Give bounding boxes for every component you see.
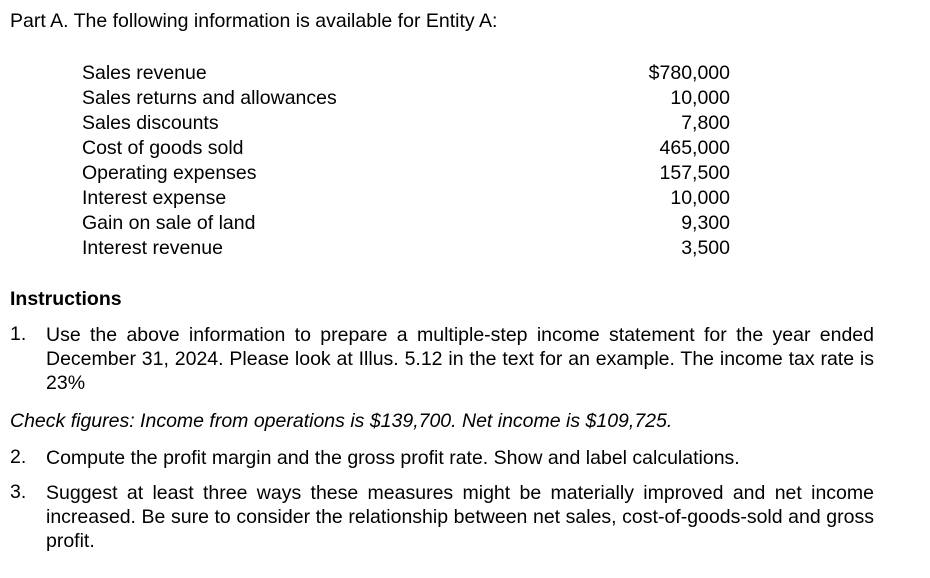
item-label-sales-discounts: Sales discounts bbox=[82, 112, 219, 134]
item-amount-sales-revenue: $780,000 bbox=[648, 62, 730, 84]
item-label-cogs: Cost of goods sold bbox=[82, 137, 244, 159]
step-2-number: 2. bbox=[10, 446, 27, 468]
step-3-text: Suggest at least three ways these measures might be materially improved and net income increased. Be sure to consider the relationship between net sales, cost-of-goods-sold and gross profit. bbox=[46, 482, 874, 552]
item-amount-operating-expenses: 157,500 bbox=[659, 162, 730, 184]
step-1-number: 1. bbox=[10, 323, 27, 345]
item-amount-gain-on-land: 9,300 bbox=[681, 212, 730, 234]
step-1-text: Use the above information to prepare a multiple-step income statement for the year ended December 31, 2024. Please look at Illus. 5.12 in the text for an example. The income tax rate is 23% bbox=[46, 324, 874, 394]
check-figures: Check figures: Income from operations is $139,700. Net income is $109,725. bbox=[10, 410, 673, 432]
item-amount-interest-expense: 10,000 bbox=[670, 187, 730, 209]
item-label-interest-expense: Interest expense bbox=[82, 187, 227, 209]
item-label-operating-expenses: Operating expenses bbox=[82, 162, 257, 184]
part-a-title: Part A. The following information is available for Entity A: bbox=[10, 10, 498, 32]
item-label-gain-on-land: Gain on sale of land bbox=[82, 212, 256, 234]
item-label-sales-returns: Sales returns and allowances bbox=[82, 87, 337, 109]
item-amount-interest-revenue: 3,500 bbox=[681, 237, 730, 259]
item-amount-sales-returns: 10,000 bbox=[670, 87, 730, 109]
instructions-heading: Instructions bbox=[10, 288, 122, 310]
item-label-interest-revenue: Interest revenue bbox=[82, 237, 223, 259]
item-label-sales-revenue: Sales revenue bbox=[82, 62, 207, 84]
item-amount-sales-discounts: 7,800 bbox=[681, 112, 730, 134]
step-2-text: Compute the profit margin and the gross profit rate. Show and label calculations. bbox=[46, 447, 740, 469]
step-3-number: 3. bbox=[10, 481, 27, 503]
item-amount-cogs: 465,000 bbox=[659, 137, 730, 159]
